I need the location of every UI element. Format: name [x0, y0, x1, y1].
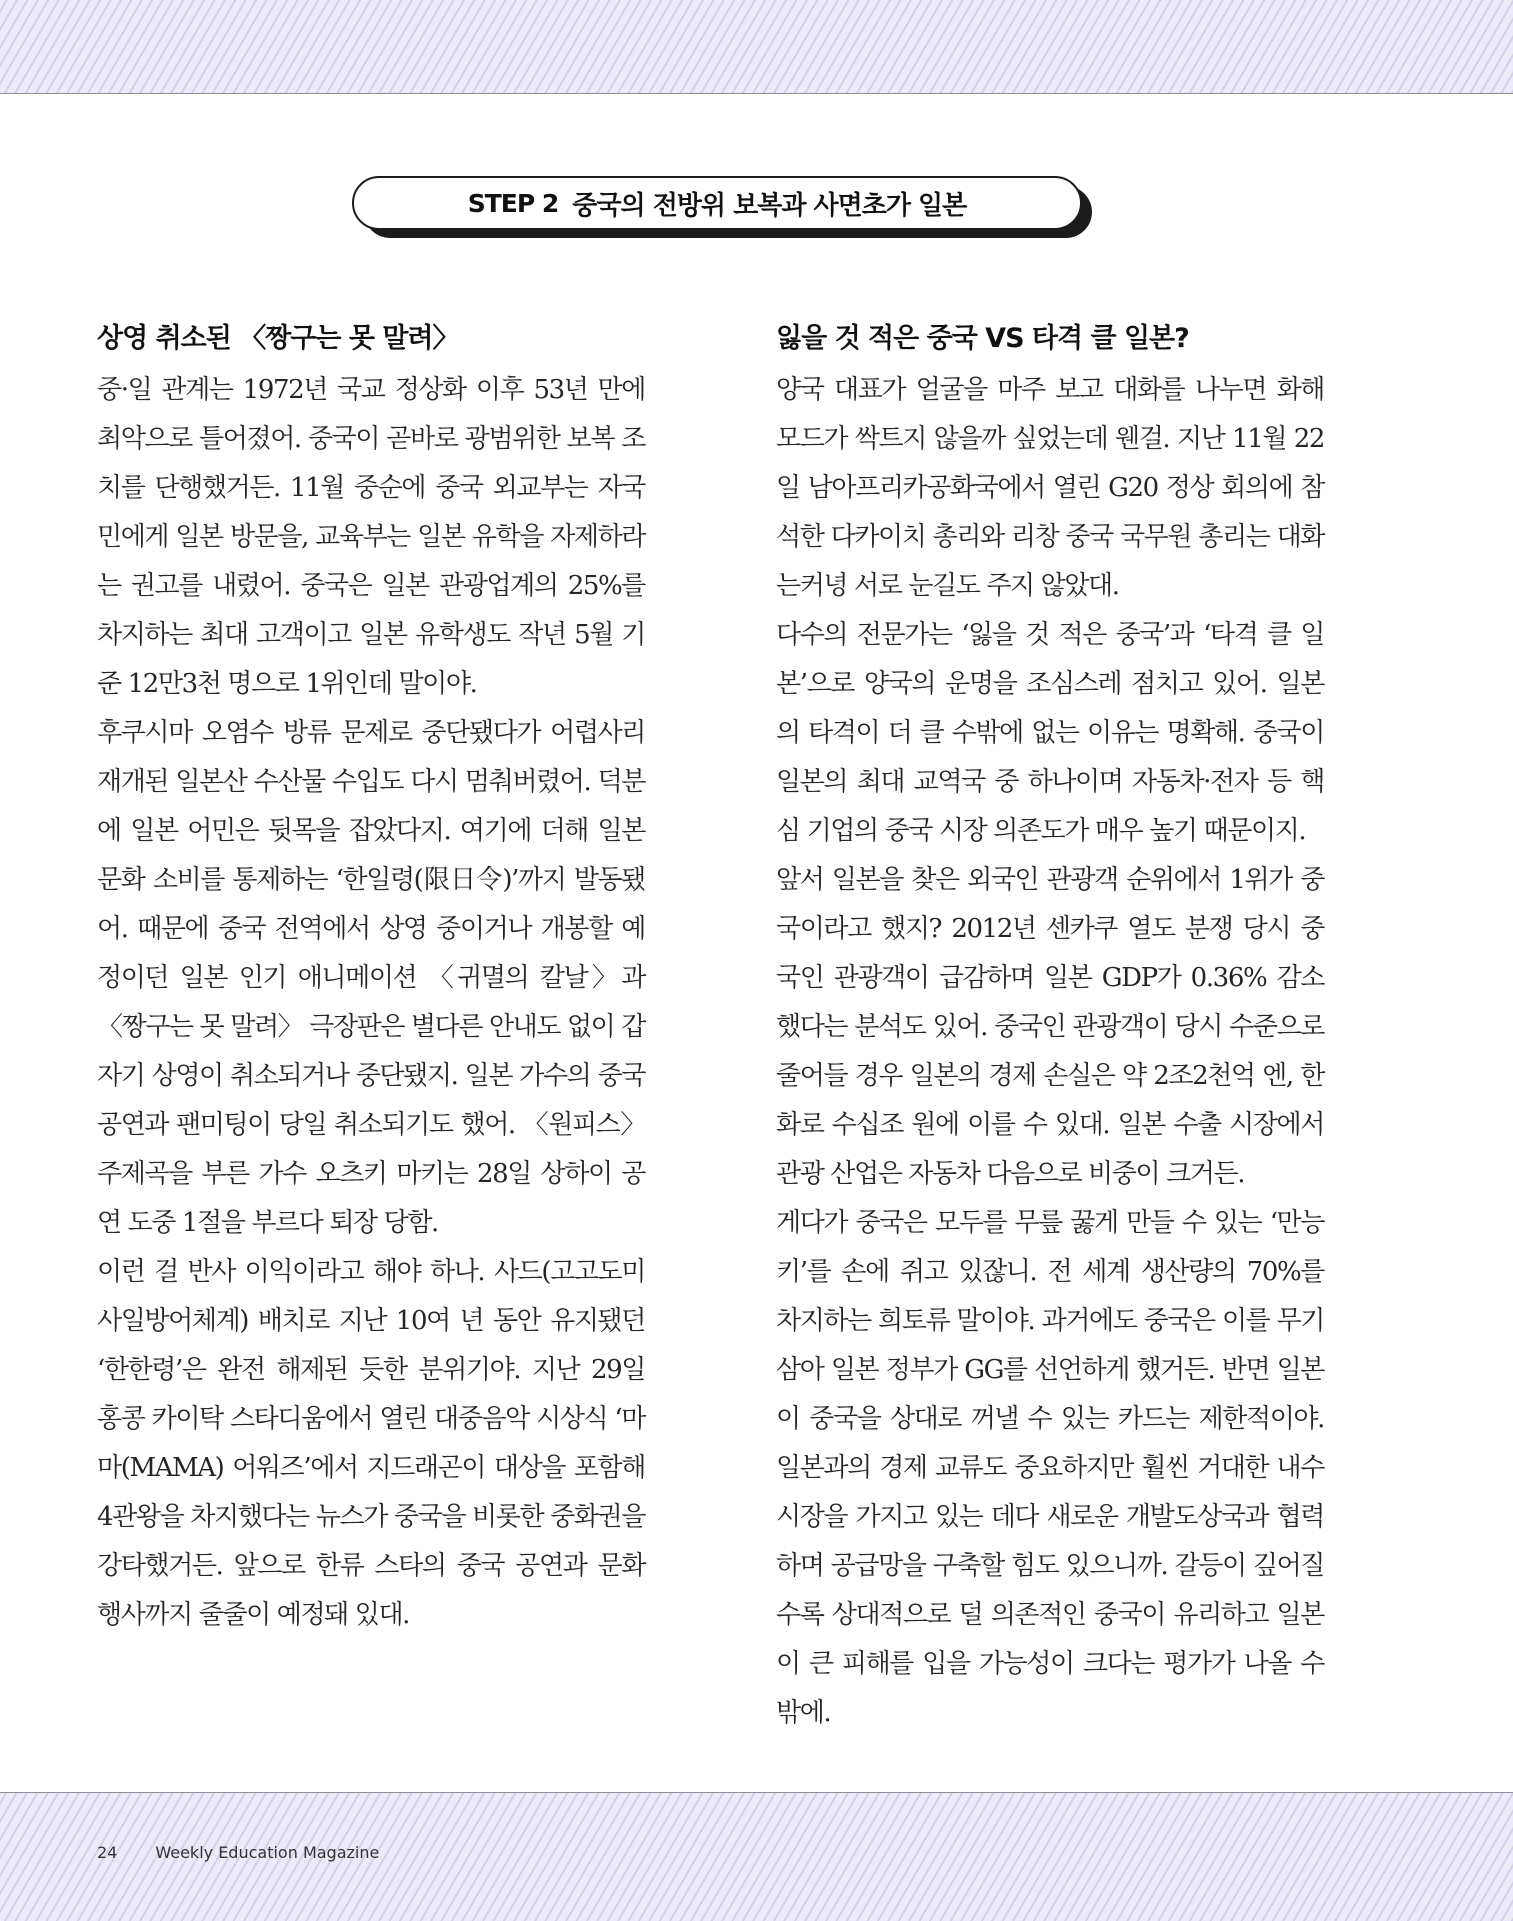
- left-paragraph-3: 이런 걸 반사 이익이라고 해야 하나. 사드(고고도미사일방어체계) 배치로 지난 10여 년 동안 유지됐던 ‘한한령’은 완전 해제된 듯한 분위기야. 지난 29일 홍콩 카이탁 스타디움에서 열린 대중음악 시상식 ‘마마(MAMA) 어워즈’에서 지드래곤이 대상을 포함해 4관왕을 차지했다는 뉴스가 중국을 비롯한 중화권을 강타했거든. 앞으로 한류 스타의 중국 공연과 문화 행사까지 줄줄이 예정돼 있대.: [97, 1257, 645, 1630]
- page-number: 24: [97, 1843, 118, 1862]
- left-column: [97, 316, 645, 1640]
- left-section-heading: 상영 취소된 〈짱구는 못 말려〉: [97, 323, 459, 354]
- right-paragraph-1: 양국 대표가 얼굴을 마주 보고 대화를 나누면 화해 모드가 싹트지 않을까 싶었는데 웬걸. 지난 11월 22일 남아프리카공화국에서 열린 G20 정상 회의에 참석한 다카이치 총리와 리창 중국 국무원 총리는 대화는커녕 서로 눈길도 주지 않았대.: [776, 375, 1324, 601]
- right-paragraph-2: 다수의 전문가는 ‘잃을 것 적은 중국’과 ‘타격 클 일본’으로 양국의 운명을 조심스레 점치고 있어. 일본의 타격이 더 클 수밖에 없는 이유는 명확해. 중국이 일본의 최대 교역국 중 하나이며 자동차·전자 등 핵심 기업의 중국 시장 의존도가 매우 높기 때문이지.: [776, 620, 1324, 846]
- right-column: [776, 316, 1324, 1738]
- banner-box: [352, 176, 1082, 230]
- right-section-heading: 잃을 것 적은 중국 VS 타격 클 일본?: [776, 323, 1189, 354]
- magazine-name: Weekly Education Magazine: [155, 1843, 380, 1862]
- page-footer: [97, 1843, 379, 1862]
- left-paragraph-1: 중·일 관계는 1972년 국교 정상화 이후 53년 만에 최악으로 틀어졌어. 중국이 곧바로 광범위한 보복 조치를 단행했거든. 11월 중순에 중국 외교부는 자국민에게 일본 방문을, 교육부는 일본 유학을 자제하라는 권고를 내렸어. 중국은 일본 관광업계의 25%를 차지하는 최대 고객이고 일본 유학생도 작년 5월 기준 12만3천 명으로 1위인데 말이야.: [97, 375, 645, 699]
- right-paragraph-3: 앞서 일본을 찾은 외국인 관광객 순위에서 1위가 중국이라고 했지? 2012년 센카쿠 열도 분쟁 당시 중국인 관광객이 급감하며 일본 GDP가 0.36% 감소했다는 분석도 있어. 중국인 관광객이 당시 수준으로 줄어들 경우 일본의 경제 손실은 약 2조2천억 엔, 한화로 수십조 원에 이를 수 있대. 일본 수출 시장에서 관광 산업은 자동차 다음으로 비중이 크거든.: [776, 865, 1324, 1189]
- banner-title: 중국의 전방위 보복과 사면초가 일본: [572, 190, 967, 221]
- top-decorative-band: [0, 0, 1513, 94]
- banner-step-label: STEP 2: [467, 188, 559, 218]
- right-paragraph-4: 게다가 중국은 모두를 무릎 꿇게 만들 수 있는 ‘만능키’를 손에 쥐고 있잖니. 전 세계 생산량의 70%를 차지하는 희토류 말이야. 과거에도 중국은 이를 무기 삼아 일본 정부가 GG를 선언하게 했거든. 반면 일본이 중국을 상대로 꺼낼 수 있는 카드는 제한적이야. 일본과의 경제 교류도 중요하지만 훨씬 거대한 내수 시장을 가지고 있는 데다 새로운 개발도상국과 협력하며 공급망을 구축할 힘도 있으니까. 갈등이 깊어질수록 상대적으로 덜 의존적인 중국이 유리하고 일본이 큰 피해를 입을 가능성이 크다는 평가가 나올 수밖에.: [776, 1208, 1324, 1728]
- step-banner: [352, 176, 1094, 238]
- left-paragraph-2: 후쿠시마 오염수 방류 문제로 중단됐다가 어렵사리 재개된 일본산 수산물 수입도 다시 멈춰버렸어. 덕분에 일본 어민은 뒷목을 잡았다지. 여기에 더해 일본 문화 소비를 통제하는 ‘한일령(限日令)’까지 발동됐어. 때문에 중국 전역에서 상영 중이거나 개봉할 예정이던 일본 인기 애니메이션 〈귀멸의 칼날〉과 〈짱구는 못 말려〉 극장판은 별다른 안내도 없이 갑자기 상영이 취소되거나 중단됐지. 일본 가수의 중국 공연과 팬미팅이 당일 취소되기도 했어. 〈원피스〉 주제곡을 부른 가수 오츠키 마키는 28일 상하이 공연 도중 1절을 부르다 퇴장 당함.: [97, 718, 645, 1238]
